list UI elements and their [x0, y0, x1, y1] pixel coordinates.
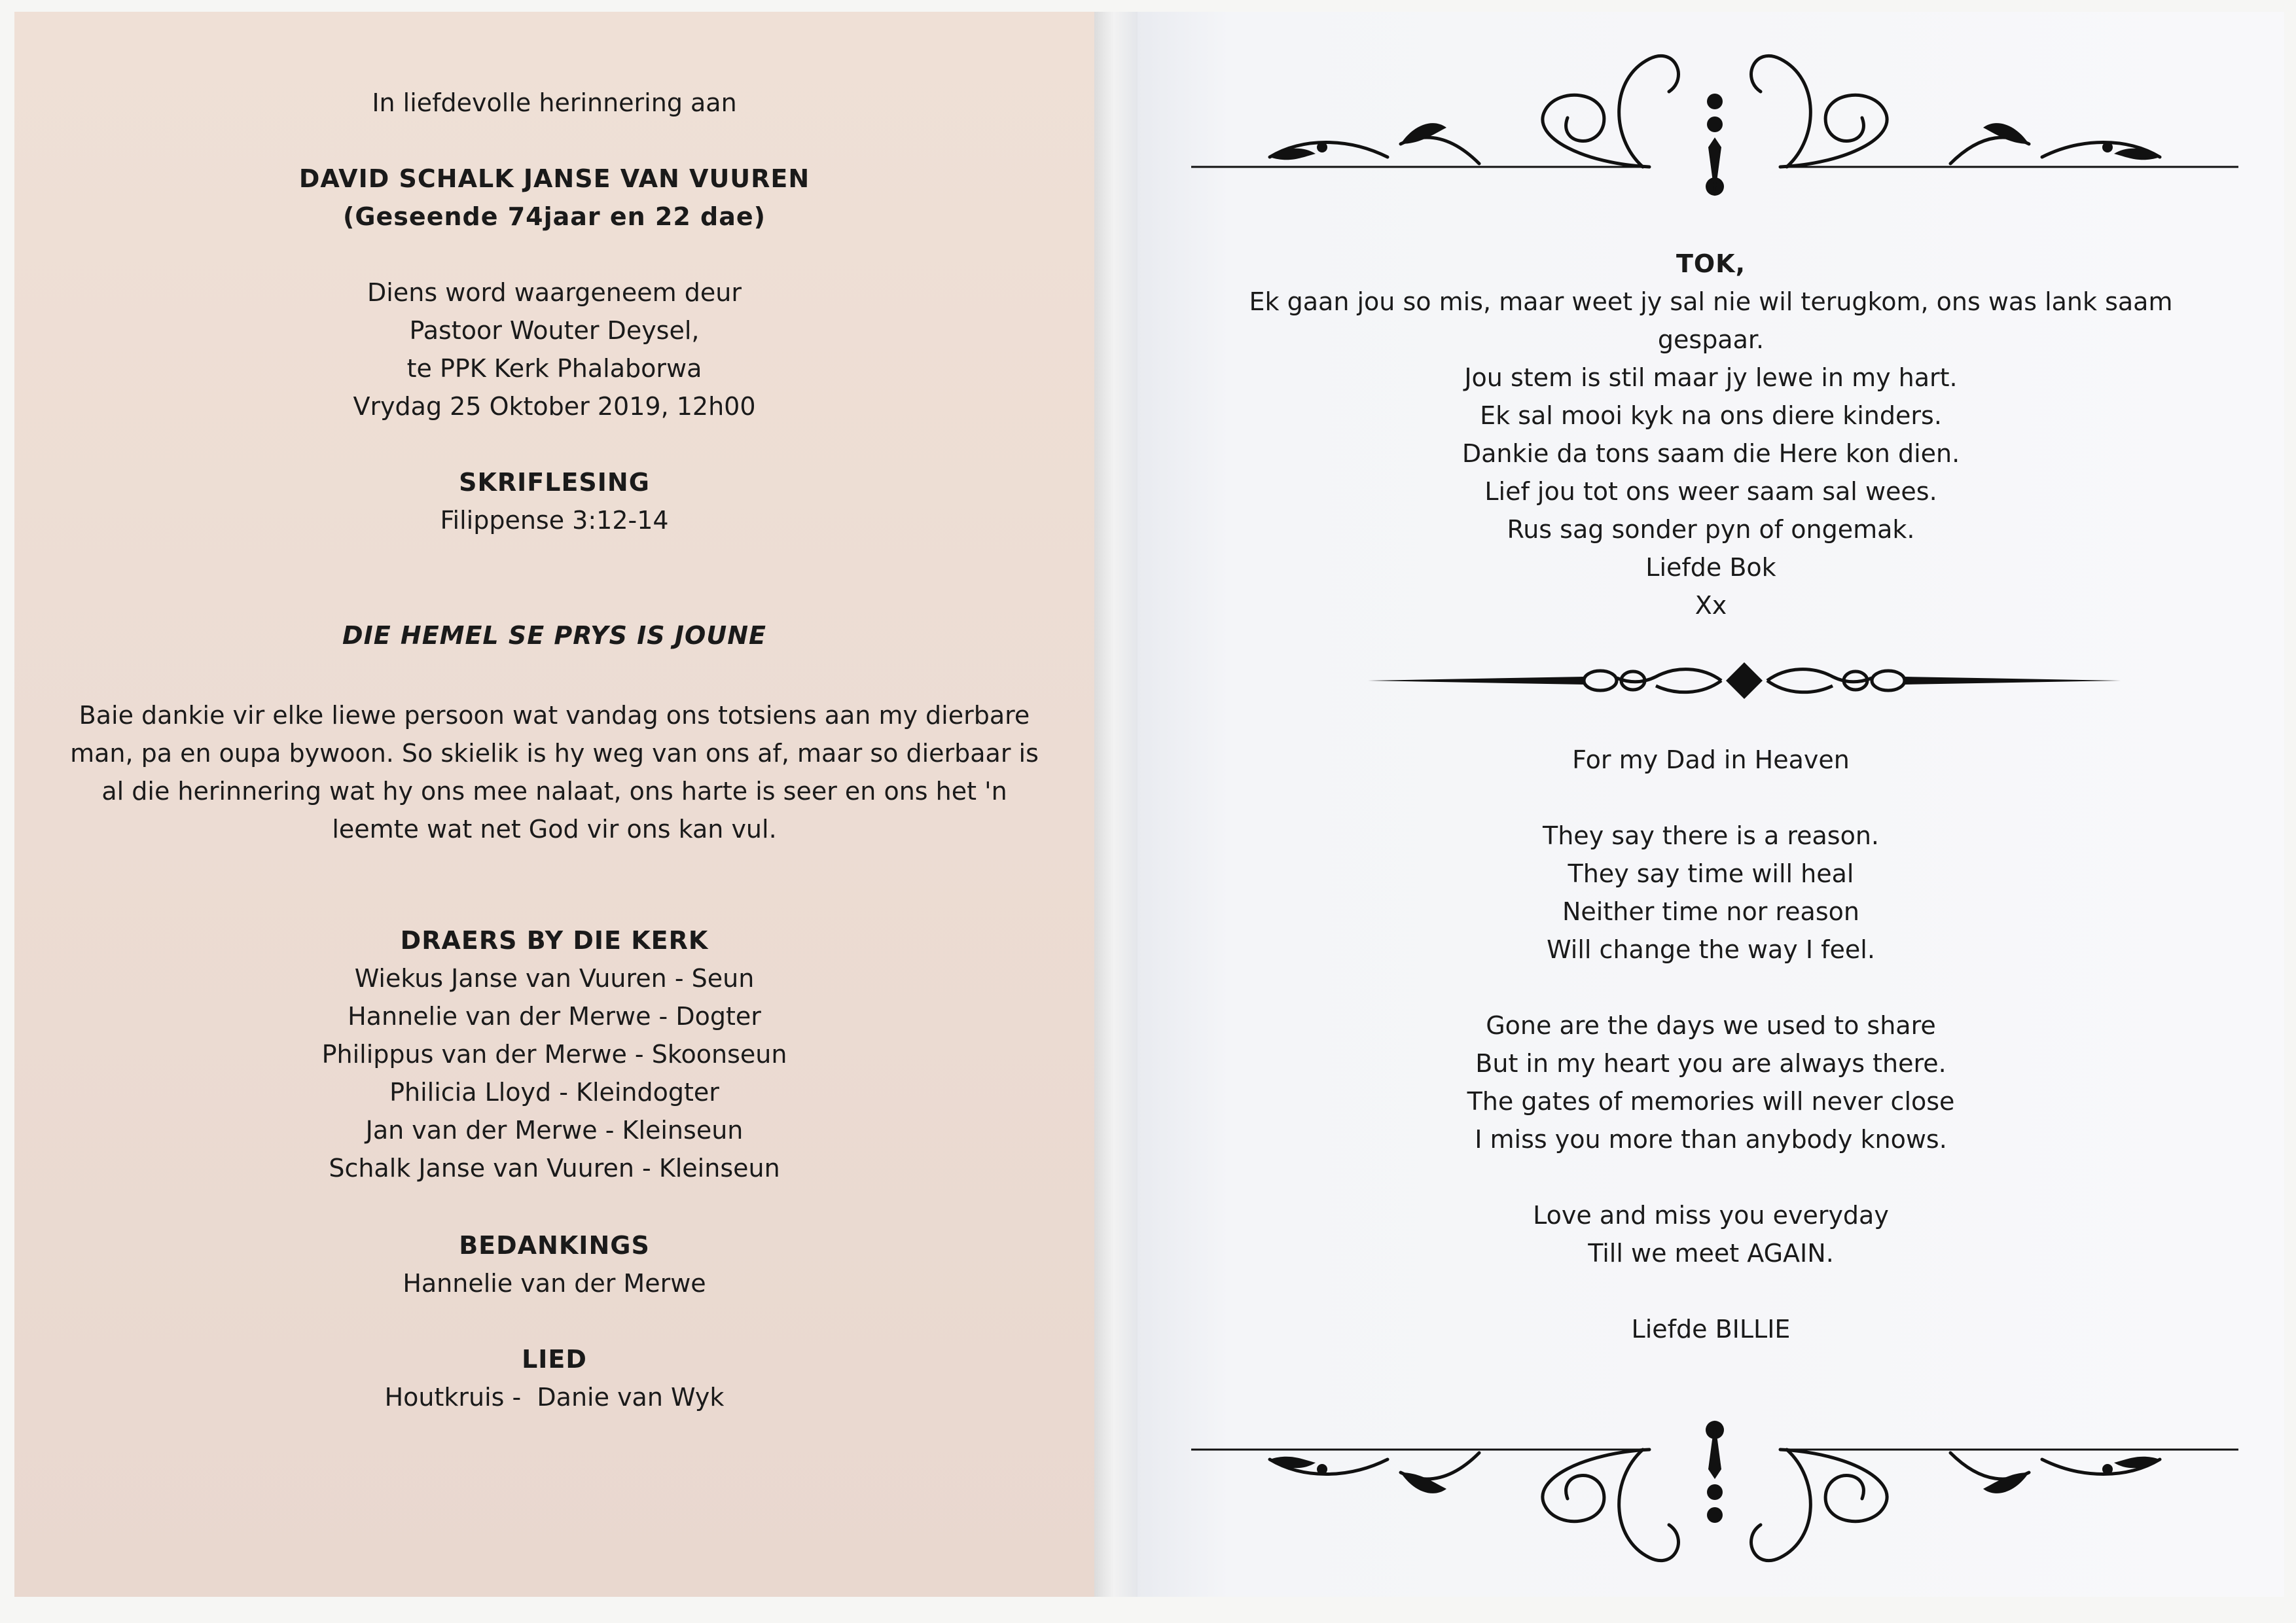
bearers-block: [14, 921, 1094, 1187]
thanks-paragraph: Baie dankie vir elke liewe persoon wat vandag ons totsiens aan my dierbare man, pa en oupa bywoon. So skielik is hy weg van ons af, maar so dierbaar is al die herinnering wat hy ons mee nalaat, ons harte is seer en ons het 'n leemte wat net God vir ons kan vul.: [70, 701, 1039, 844]
top-flourish-ornament: [1191, 39, 2238, 209]
intro-text: In liefdevolle herinnering aan: [372, 88, 737, 117]
poem1-block: [1138, 245, 2284, 624]
bearer-item: Wiekus Janse van Vuuren - Seun: [354, 964, 755, 993]
scripture-reference: Filippense 3:12-14: [440, 506, 669, 535]
poem1-line: Jou stem is stil maar jy lewe in my hart.: [1464, 363, 1958, 392]
thanks-block: [14, 696, 1094, 848]
bearer-item: Hannelie van der Merwe - Dogter: [348, 1002, 761, 1031]
service-line: Pastoor Wouter Deysel,: [409, 316, 700, 345]
service-line: te PPK Kerk Phalaborwa: [406, 354, 702, 383]
poem1-line: Rus sag sonder pyn of ongemak.: [1507, 515, 1915, 544]
poem1-line: Ek sal mooi kyk na ons diere kinders.: [1480, 401, 1942, 430]
poem1-line: Liefde Bok: [1645, 553, 1776, 582]
poem1-line: gespaar.: [1657, 325, 1765, 354]
service-line: Diens word waargeneem deur: [367, 278, 742, 307]
deceased-block: [14, 160, 1094, 236]
service-details: [14, 274, 1094, 425]
bottom-flourish-ornament: [1191, 1407, 2238, 1577]
poem2-stanza-2: [1138, 1007, 2284, 1158]
bearers-heading: DRAERS BY DIE KERK: [400, 926, 709, 955]
poem1-heading: TOK,: [1676, 249, 1746, 278]
page-fold: [1094, 12, 1138, 1597]
deceased-name: DAVID SCHALK JANSE VAN VUUREN: [298, 164, 810, 193]
poem2-line: Gone are the days we used to share: [1486, 1011, 1936, 1040]
poem2-line: They say there is a reason.: [1543, 821, 1879, 850]
intro-line: [14, 84, 1094, 122]
service-line: Vrydag 25 Oktober 2019, 12h00: [353, 392, 756, 421]
poem1-line: Lief jou tot ons weer saam sal wees.: [1484, 477, 1937, 506]
bearer-item: Philippus van der Merwe - Skoonseun: [321, 1040, 787, 1069]
poem2-stanza-3: [1138, 1196, 2284, 1272]
poem2-line: But in my heart you are always there.: [1475, 1049, 1946, 1078]
song-heading: LIED: [522, 1345, 587, 1374]
poem2-line: Neither time nor reason: [1562, 897, 1859, 926]
song-block: [14, 1340, 1094, 1416]
bearer-item: Philicia Lloyd - Kleindogter: [389, 1078, 719, 1107]
poem1-line: Dankie da tons saam die Here kon dien.: [1462, 439, 1960, 468]
song-title: Houtkruis - Danie van Wyk: [384, 1383, 725, 1412]
poem2-line: Till we meet AGAIN.: [1588, 1239, 1834, 1268]
theme-title: DIE HEMEL SE PRYS IS JOUNE: [342, 621, 766, 650]
acknowledgements-block: [14, 1226, 1094, 1302]
bearer-item: Schalk Janse van Vuuren - Kleinseun: [329, 1154, 780, 1183]
poem1-line: Ek gaan jou so mis, maar weet jy sal nie wil terugkom, ons was lank saam: [1249, 287, 2173, 316]
poem2-stanza-1: [1138, 817, 2284, 969]
acknowledgements-heading: BEDANKINGS: [459, 1231, 650, 1260]
poem2-line: Love and miss you everyday: [1533, 1201, 1889, 1230]
middle-divider-ornament: [1368, 654, 2121, 707]
poem2-line: The gates of memories will never close: [1467, 1087, 1955, 1116]
theme-block: [14, 616, 1094, 654]
poem2-signature: Liefde BILLIE: [1631, 1315, 1791, 1344]
bearer-item: Jan van der Merwe - Kleinseun: [365, 1116, 744, 1145]
scripture-block: [14, 463, 1094, 539]
poem2-heading: For my Dad in Heaven: [1572, 745, 1850, 774]
poem2-line: I miss you more than anybody knows.: [1475, 1125, 1947, 1154]
poem2-line: They say time will heal: [1568, 859, 1854, 888]
poem2-heading-block: [1138, 741, 2284, 779]
deceased-age: (Geseende 74jaar en 22 dae): [342, 202, 766, 231]
poem2-line: Will change the way I feel.: [1547, 935, 1875, 964]
poem1-line: Xx: [1695, 591, 1727, 620]
acknowledgements-name: Hannelie van der Merwe: [403, 1269, 706, 1298]
scripture-heading: SKRIFLESING: [459, 468, 650, 497]
poem2-signature-block: [1138, 1310, 2284, 1348]
